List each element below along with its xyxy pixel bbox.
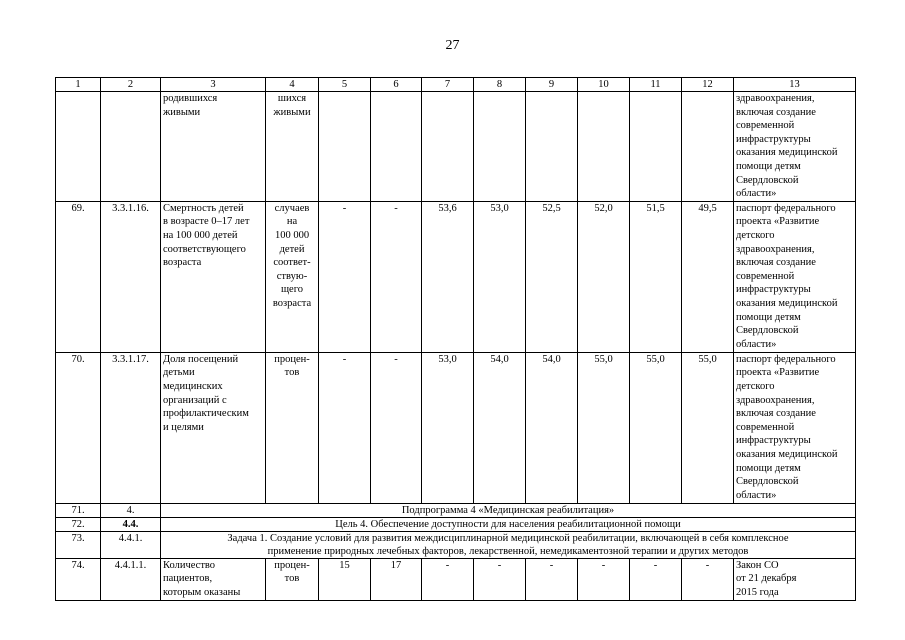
table-cell-col-11: - bbox=[630, 558, 682, 600]
row-code-cell: 4. bbox=[101, 503, 161, 517]
column-header-12: 12 bbox=[682, 78, 734, 92]
table-cell-col-10: - bbox=[578, 558, 630, 600]
column-header-4: 4 bbox=[266, 78, 319, 92]
table-cell-col-12: - bbox=[682, 558, 734, 600]
table-row bbox=[56, 503, 856, 517]
table-cell-col-8: - bbox=[474, 558, 526, 600]
column-header-5: 5 bbox=[319, 78, 371, 92]
table-cell-col-4: случаев на 100 000 детей соответ- ствую- щего возраста bbox=[266, 201, 319, 352]
table-cell-col-12 bbox=[682, 92, 734, 202]
table-row bbox=[56, 517, 856, 531]
table-cell-col-9 bbox=[526, 92, 578, 202]
table-cell-col-5: - bbox=[319, 352, 371, 503]
table-cell-col-2: 4.4.1.1. bbox=[101, 558, 161, 600]
table-cell-col-9: - bbox=[526, 558, 578, 600]
table-cell-col-6: 17 bbox=[371, 558, 422, 600]
table-cell-col-4: шихся живыми bbox=[266, 92, 319, 202]
table-cell-col-3: Смертность детей в возрасте 0–17 лет на 100 000 детей соответствующего возраста bbox=[161, 201, 266, 352]
page-number: 27 bbox=[445, 38, 460, 53]
section-heading-cell: Подпрограмма 4 «Медицинская реабилитация» bbox=[161, 503, 856, 517]
column-header-1: 1 bbox=[56, 78, 101, 92]
table-cell-col-2: 3.3.1.17. bbox=[101, 352, 161, 503]
table-body bbox=[56, 78, 856, 601]
column-header-3: 3 bbox=[161, 78, 266, 92]
section-heading-cell: Задача 1. Создание условий для развития междисциплинарной медицинской реабилитации, включающей в себя комплексное применение природных лечебных факторов, лекарственной, немедикаментозной терапии и других методов bbox=[161, 531, 856, 558]
column-header-11: 11 bbox=[630, 78, 682, 92]
column-header-9: 9 bbox=[526, 78, 578, 92]
table-cell-col-11 bbox=[630, 92, 682, 202]
table-cell-col-9: 54,0 bbox=[526, 352, 578, 503]
section-heading-cell: Цель 4. Обеспечение доступности для населения реабилитационной помощи bbox=[161, 517, 856, 531]
table-row bbox=[56, 92, 856, 202]
table-cell-col-11: 51,5 bbox=[630, 201, 682, 352]
table-cell-col-7: - bbox=[422, 558, 474, 600]
column-header-2: 2 bbox=[101, 78, 161, 92]
indicators-table bbox=[55, 77, 856, 601]
table-cell-col-3: родившихся живыми bbox=[161, 92, 266, 202]
table-cell-col-12: 55,0 bbox=[682, 352, 734, 503]
table-cell-col-10: 52,0 bbox=[578, 201, 630, 352]
row-code-cell: 4.4. bbox=[101, 517, 161, 531]
table-cell-col-11: 55,0 bbox=[630, 352, 682, 503]
table-cell-col-3: Количество пациентов, которым оказаны bbox=[161, 558, 266, 600]
column-header-6: 6 bbox=[371, 78, 422, 92]
table-cell-col-3: Доля посещений детьми медицинских организаций с профилактическим и целями bbox=[161, 352, 266, 503]
table-cell-col-8: 53,0 bbox=[474, 201, 526, 352]
row-number-cell: 73. bbox=[56, 531, 101, 558]
table-cell-col-6 bbox=[371, 92, 422, 202]
table-cell-col-5: - bbox=[319, 201, 371, 352]
table-cell-col-6: - bbox=[371, 352, 422, 503]
table-cell-col-13: здравоохранения, включая создание современной инфраструктуры оказания медицинской помощи детям Свердловской области» bbox=[734, 92, 856, 202]
table-cell-col-1: 74. bbox=[56, 558, 101, 600]
row-number-cell: 71. bbox=[56, 503, 101, 517]
table-cell-col-12: 49,5 bbox=[682, 201, 734, 352]
table-cell-col-4: процен- тов bbox=[266, 558, 319, 600]
table-cell-col-10: 55,0 bbox=[578, 352, 630, 503]
table-cell-col-10 bbox=[578, 92, 630, 202]
table-cell-col-1: 70. bbox=[56, 352, 101, 503]
table-row bbox=[56, 352, 856, 503]
table-cell-col-9: 52,5 bbox=[526, 201, 578, 352]
table-cell-col-7: 53,0 bbox=[422, 352, 474, 503]
table-cell-col-1: 69. bbox=[56, 201, 101, 352]
column-header-8: 8 bbox=[474, 78, 526, 92]
table-row bbox=[56, 531, 856, 558]
column-header-13: 13 bbox=[734, 78, 856, 92]
table-cell-col-8 bbox=[474, 92, 526, 202]
table-cell-col-7: 53,6 bbox=[422, 201, 474, 352]
row-code-cell: 4.4.1. bbox=[101, 531, 161, 558]
table-row bbox=[56, 558, 856, 600]
table-cell-col-5 bbox=[319, 92, 371, 202]
table-cell-col-13: паспорт федерального проекта «Развитие детского здравоохранения, включая создание современной инфраструктуры оказания медицинской помощи детям Свердловской области» bbox=[734, 201, 856, 352]
table-cell-col-5: 15 bbox=[319, 558, 371, 600]
table-cell-col-8: 54,0 bbox=[474, 352, 526, 503]
table-cell-col-2: 3.3.1.16. bbox=[101, 201, 161, 352]
table-cell-col-13: Закон СО от 21 декабря 2015 года bbox=[734, 558, 856, 600]
table-cell-col-2 bbox=[101, 92, 161, 202]
row-number-cell: 72. bbox=[56, 517, 101, 531]
column-header-7: 7 bbox=[422, 78, 474, 92]
table-cell-col-4: процен- тов bbox=[266, 352, 319, 503]
table-cell-col-13: паспорт федерального проекта «Развитие детского здравоохранения, включая создание современной инфраструктуры оказания медицинской помощи детям Свердловской области» bbox=[734, 352, 856, 503]
table-cell-col-7 bbox=[422, 92, 474, 202]
table-cell-col-6: - bbox=[371, 201, 422, 352]
table-row bbox=[56, 201, 856, 352]
table-cell-col-1 bbox=[56, 92, 101, 202]
table-header-row bbox=[56, 78, 856, 92]
column-header-10: 10 bbox=[578, 78, 630, 92]
